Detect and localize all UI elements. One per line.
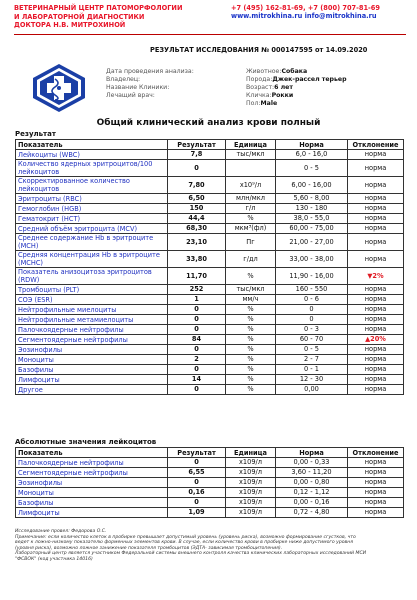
unit-value: х109/л xyxy=(226,508,276,518)
norm-range: 60 - 70 xyxy=(276,335,348,345)
col-header-name: Показатель xyxy=(16,140,168,150)
norm-range: 6,00 - 16,00 xyxy=(276,177,348,194)
unit-value: % xyxy=(226,325,276,335)
table-row xyxy=(16,498,404,508)
result-value: 2 xyxy=(168,355,226,365)
result-value: 23,10 xyxy=(168,234,226,251)
table-row xyxy=(16,285,404,295)
parameter-name: Количество ядерных эритроцитов/100 лейкоцитов xyxy=(16,160,168,177)
parameter-name: Моноциты xyxy=(16,488,168,498)
table-row xyxy=(16,335,404,345)
table-row xyxy=(16,150,404,160)
table-row xyxy=(16,385,404,395)
norm-range: 21,00 - 27,00 xyxy=(276,234,348,251)
main-title: Общий клинический анализ крови полный xyxy=(96,118,321,128)
norm-range: 0,00 - 0,16 xyxy=(276,498,348,508)
result-value: 11,70 xyxy=(168,268,226,285)
unit-value: г/л xyxy=(226,204,276,214)
table-row xyxy=(16,160,404,177)
parameter-name: Показатель анизоцитоза эритроцитов (RDW) xyxy=(16,268,168,285)
result-value: 150 xyxy=(168,204,226,214)
col-header-name: Показатель xyxy=(16,448,168,458)
result-value: 0 xyxy=(168,160,226,177)
unit-value: % xyxy=(226,385,276,395)
deviation-value: норма xyxy=(348,285,404,295)
unit-value: тыс/мкл xyxy=(226,285,276,295)
col-header-norm: Норма xyxy=(276,448,348,458)
unit-value: % xyxy=(226,375,276,385)
norm-range: 0 - 5 xyxy=(276,160,348,177)
result-value: 252 xyxy=(168,285,226,295)
norm-range: 0 xyxy=(276,315,348,325)
deviation-value: ▼2% xyxy=(348,268,404,285)
col-header-unit: Единица xyxy=(226,140,276,150)
center-name-line: ДОКТОРА Н.В. МИТРОХИНОЙ xyxy=(14,21,126,30)
parameter-name: Скорректированное количество лейкоцитов xyxy=(16,177,168,194)
norm-range: 0 - 3 xyxy=(276,325,348,335)
info-label: Пол: xyxy=(246,100,261,108)
table-row xyxy=(16,355,404,365)
table-row xyxy=(16,224,404,234)
table-row xyxy=(16,295,404,305)
info-label: Животное: xyxy=(246,68,282,75)
norm-range: 3,60 - 11,20 xyxy=(276,468,348,478)
result-value: 14 xyxy=(168,375,226,385)
info-label: Возраст: xyxy=(246,84,275,92)
unit-value: % xyxy=(226,268,276,285)
unit-value: х10⁹/л xyxy=(226,177,276,194)
result-value: 0 xyxy=(168,498,226,508)
norm-range: 0,00 - 0,33 xyxy=(276,458,348,468)
unit-value: х109/л xyxy=(226,498,276,508)
result-value: 0 xyxy=(168,478,226,488)
deviation-value: норма xyxy=(348,355,404,365)
result-value: 0 xyxy=(168,365,226,375)
unit-value: мм/ч xyxy=(226,295,276,305)
result-value: 1,09 xyxy=(168,508,226,518)
norm-range: 0 - 6 xyxy=(276,295,348,305)
deviation-value: норма xyxy=(348,194,404,204)
norm-range: 0,12 - 1,12 xyxy=(276,488,348,498)
email-link[interactable]: info@mitrokhina.ru xyxy=(304,12,377,21)
unit-value: х109/л xyxy=(226,488,276,498)
info-row xyxy=(246,92,347,100)
deviation-value: норма xyxy=(348,177,404,194)
parameter-name: Нейтрофильные метамиелоциты xyxy=(16,315,168,325)
deviation-value: норма xyxy=(348,375,404,385)
col-header-deviation: Отклонение xyxy=(348,448,404,458)
deviation-value: норма xyxy=(348,150,404,160)
info-value: Джек-рассел терьер xyxy=(272,76,347,84)
info-row xyxy=(246,76,347,84)
result-title: РЕЗУЛЬТАТ ИССЛЕДОВАНИЯ № 000147595 от 14.09.2020 xyxy=(150,46,368,54)
unit-value: % xyxy=(226,305,276,315)
table-row xyxy=(16,325,404,335)
col-header-result: Результат xyxy=(168,140,226,150)
footer-line: Лабораторный центр является участником Федеральной системы внешнего контроля качества клинических лабораторных исследований МСИ xyxy=(15,551,367,557)
deviation-value: норма xyxy=(348,251,404,268)
table-row xyxy=(16,345,404,355)
result-value: 7,80 xyxy=(168,177,226,194)
footer-line: (уровня риска), возможно ложное занижение показателя тромбоцитов (ЭДТА- зависимая тромбоцитопения). xyxy=(15,545,283,551)
result-value: 33,80 xyxy=(168,251,226,268)
info-value: Male xyxy=(260,100,278,108)
parameter-name: Среднее содержание Hb в эритроците (MCH) xyxy=(16,234,168,251)
deviation-value: норма xyxy=(348,508,404,518)
result-value: 6,55 xyxy=(168,468,226,478)
norm-range: 0,00 xyxy=(276,385,348,395)
unit-value: мкм³(фл) xyxy=(226,224,276,234)
result-value: 1 xyxy=(168,295,226,305)
info-value: Рокки xyxy=(271,92,294,100)
center-name xyxy=(14,4,214,30)
unit-value: % xyxy=(226,355,276,365)
parameter-name: Лимфоциты xyxy=(16,508,168,518)
deviation-value: норма xyxy=(348,385,404,395)
info-value: Собака xyxy=(281,68,308,75)
unit-value: х109/л xyxy=(226,478,276,488)
result-value: 0 xyxy=(168,305,226,315)
result-value: 44,4 xyxy=(168,214,226,224)
result-value: 6,50 xyxy=(168,194,226,204)
table-row xyxy=(16,458,404,468)
parameter-name: Лейкоциты (WBC) xyxy=(16,150,168,160)
norm-range: 160 - 550 xyxy=(276,285,348,295)
result-value: 68,30 xyxy=(168,224,226,234)
deviation-value: норма xyxy=(348,214,404,224)
result-value: 0 xyxy=(168,325,226,335)
table-row xyxy=(16,315,404,325)
table-row xyxy=(16,204,404,214)
result-value: 7,8 xyxy=(168,150,226,160)
info-labels-left xyxy=(106,68,194,100)
deviation-value: норма xyxy=(348,325,404,335)
col-header-result: Результат xyxy=(168,448,226,458)
norm-range: 60,00 - 75,00 xyxy=(276,224,348,234)
info-label: Название Клиники: xyxy=(106,84,170,92)
deviation-value: норма xyxy=(348,160,404,177)
phones: +7 (495) 162-81-69, +7 (800) 707-81-69 xyxy=(231,4,380,12)
results-body xyxy=(16,150,404,395)
parameter-name: СОЭ (ESR) xyxy=(16,295,168,305)
table-row xyxy=(16,508,404,518)
parameter-name: Палочкоядерные нейтрофилы xyxy=(16,458,168,468)
info-label: Владелец: xyxy=(106,76,141,84)
table-row xyxy=(16,234,404,251)
unit-value: х109/л xyxy=(226,458,276,468)
result-value: 0 xyxy=(168,315,226,325)
section-title-results: Результат xyxy=(15,130,56,138)
unit-value: % xyxy=(226,315,276,325)
table-row xyxy=(16,251,404,268)
parameter-name: Моноциты xyxy=(16,355,168,365)
info-label: Лечащий врач: xyxy=(106,92,155,100)
table-row xyxy=(16,375,404,385)
unit-value: тыс/мкл xyxy=(226,150,276,160)
parameter-name: Базофилы xyxy=(16,365,168,375)
center-name-line: ВЕТЕРИНАРНЫЙ ЦЕНТР ПАТОМОРФОЛОГИИ xyxy=(14,4,183,12)
norm-range: 0 xyxy=(276,305,348,315)
info-label: Дата проведения анализа: xyxy=(106,68,194,75)
parameter-name: Эритроциты (RBC) xyxy=(16,194,168,204)
deviation-value: норма xyxy=(348,345,404,355)
norm-range: 33,00 - 38,00 xyxy=(276,251,348,268)
norm-range: 0 - 5 xyxy=(276,345,348,355)
parameter-name: Нейтрофильные миелоциты xyxy=(16,305,168,315)
deviation-value: ▲20% xyxy=(348,335,404,345)
report-header xyxy=(14,4,406,54)
parameter-name: Лимфоциты xyxy=(16,375,168,385)
info-row xyxy=(246,100,347,108)
norm-range: 0 - 1 xyxy=(276,365,348,375)
deviation-value: норма xyxy=(348,295,404,305)
deviation-value: норма xyxy=(348,315,404,325)
center-name-line: И ЛАБОРАТОРНОЙ ДИАГНОСТИКИ xyxy=(14,12,145,21)
deviation-value: норма xyxy=(348,224,404,234)
unit-value: млн/мкл xyxy=(226,194,276,204)
table-row xyxy=(16,268,404,285)
col-header-deviation: Отклонение xyxy=(348,140,404,150)
unit-value: % xyxy=(226,335,276,345)
deviation-value: норма xyxy=(348,365,404,375)
deviation-value: норма xyxy=(348,478,404,488)
table-row xyxy=(16,488,404,498)
info-row xyxy=(246,68,347,76)
norm-range: 2 - 7 xyxy=(276,355,348,365)
footer-line: "ФСВОК" (код участника 14016) xyxy=(15,556,93,562)
unit-value: г/дл xyxy=(226,251,276,268)
vet-center-emblem-icon xyxy=(29,63,89,113)
report-footer xyxy=(15,529,403,563)
result-value: 0,16 xyxy=(168,488,226,498)
unit-value: % xyxy=(226,214,276,224)
parameter-name: Другое xyxy=(16,385,168,395)
footer-line: Исследование провел: Федорова О.С. xyxy=(15,529,107,534)
footer-line: ведет к ложно-низкому показателю форменных элементов крови. В случае, если количество крови в пробирке ниже допустимого уровня xyxy=(15,540,354,546)
norm-range: 0,00 - 0,80 xyxy=(276,478,348,488)
parameter-name: Средняя концентрация Hb в эритроците (MCHC) xyxy=(16,251,168,268)
col-header-unit: Единица xyxy=(226,448,276,458)
deviation-value: норма xyxy=(348,488,404,498)
norm-range: 6,0 - 16,0 xyxy=(276,150,348,160)
norm-range: 130 - 180 xyxy=(276,204,348,214)
norm-range: 0,72 - 4,80 xyxy=(276,508,348,518)
unit-value: х109/л xyxy=(226,468,276,478)
parameter-name: Гематокрит (HCT) xyxy=(16,214,168,224)
deviation-value: норма xyxy=(348,204,404,214)
norm-range: 11,90 - 16,00 xyxy=(276,268,348,285)
table-row xyxy=(16,305,404,315)
norm-range: 38,0 - 55,0 xyxy=(276,214,348,224)
table-row xyxy=(16,468,404,478)
parameter-name: Средний объём эритроцита (MCV) xyxy=(16,224,168,234)
parameter-name: Эозинофилы xyxy=(16,345,168,355)
unit-value xyxy=(226,160,276,177)
table-row xyxy=(16,177,404,194)
deviation-value: норма xyxy=(348,305,404,315)
deviation-value: норма xyxy=(348,498,404,508)
absolute-table xyxy=(15,447,404,518)
parameter-name: Гемоглобин (HGB) xyxy=(16,204,168,214)
info-row xyxy=(246,84,347,92)
result-value: 0 xyxy=(168,458,226,468)
result-value: 84 xyxy=(168,335,226,345)
parameter-name: Тромбоциты (PLT) xyxy=(16,285,168,295)
contacts xyxy=(231,4,406,21)
deviation-value: норма xyxy=(348,458,404,468)
table-row xyxy=(16,194,404,204)
table-row xyxy=(16,478,404,488)
unit-value: % xyxy=(226,365,276,375)
table-row xyxy=(16,214,404,224)
website-link[interactable]: www.mitrokhina.ru xyxy=(231,12,303,21)
absolute-body xyxy=(16,458,404,518)
result-value: 0 xyxy=(168,345,226,355)
parameter-name: Палочкоядерные нейтрофилы xyxy=(16,325,168,335)
info-label: Кличка: xyxy=(246,92,272,100)
parameter-name: Эозинофилы xyxy=(16,478,168,488)
section-title-absolute: Абсолютные значения лейкоцитов xyxy=(15,438,157,446)
deviation-value: норма xyxy=(348,234,404,251)
patient-info xyxy=(246,68,347,108)
info-label: Порода: xyxy=(246,76,273,84)
norm-range: 12 - 30 xyxy=(276,375,348,385)
parameter-name: Сегментоядерные нейтрофилы xyxy=(16,335,168,345)
col-header-norm: Норма xyxy=(276,140,348,150)
parameter-name: Базофилы xyxy=(16,498,168,508)
results-table xyxy=(15,139,404,395)
header-divider xyxy=(14,34,406,35)
result-value: 0 xyxy=(168,385,226,395)
unit-value: Пг xyxy=(226,234,276,251)
info-value: 6 лет xyxy=(274,84,293,92)
deviation-value: норма xyxy=(348,468,404,478)
parameter-name: Сегментоядерные нейтрофилы xyxy=(16,468,168,478)
unit-value: % xyxy=(226,345,276,355)
table-row xyxy=(16,365,404,375)
norm-range: 5,60 - 8,00 xyxy=(276,194,348,204)
footer-line: Примечание: если количество клеток в пробирке превышает допустимый уровень (уровень риска), возможно формирование сгустков, что xyxy=(15,534,356,540)
